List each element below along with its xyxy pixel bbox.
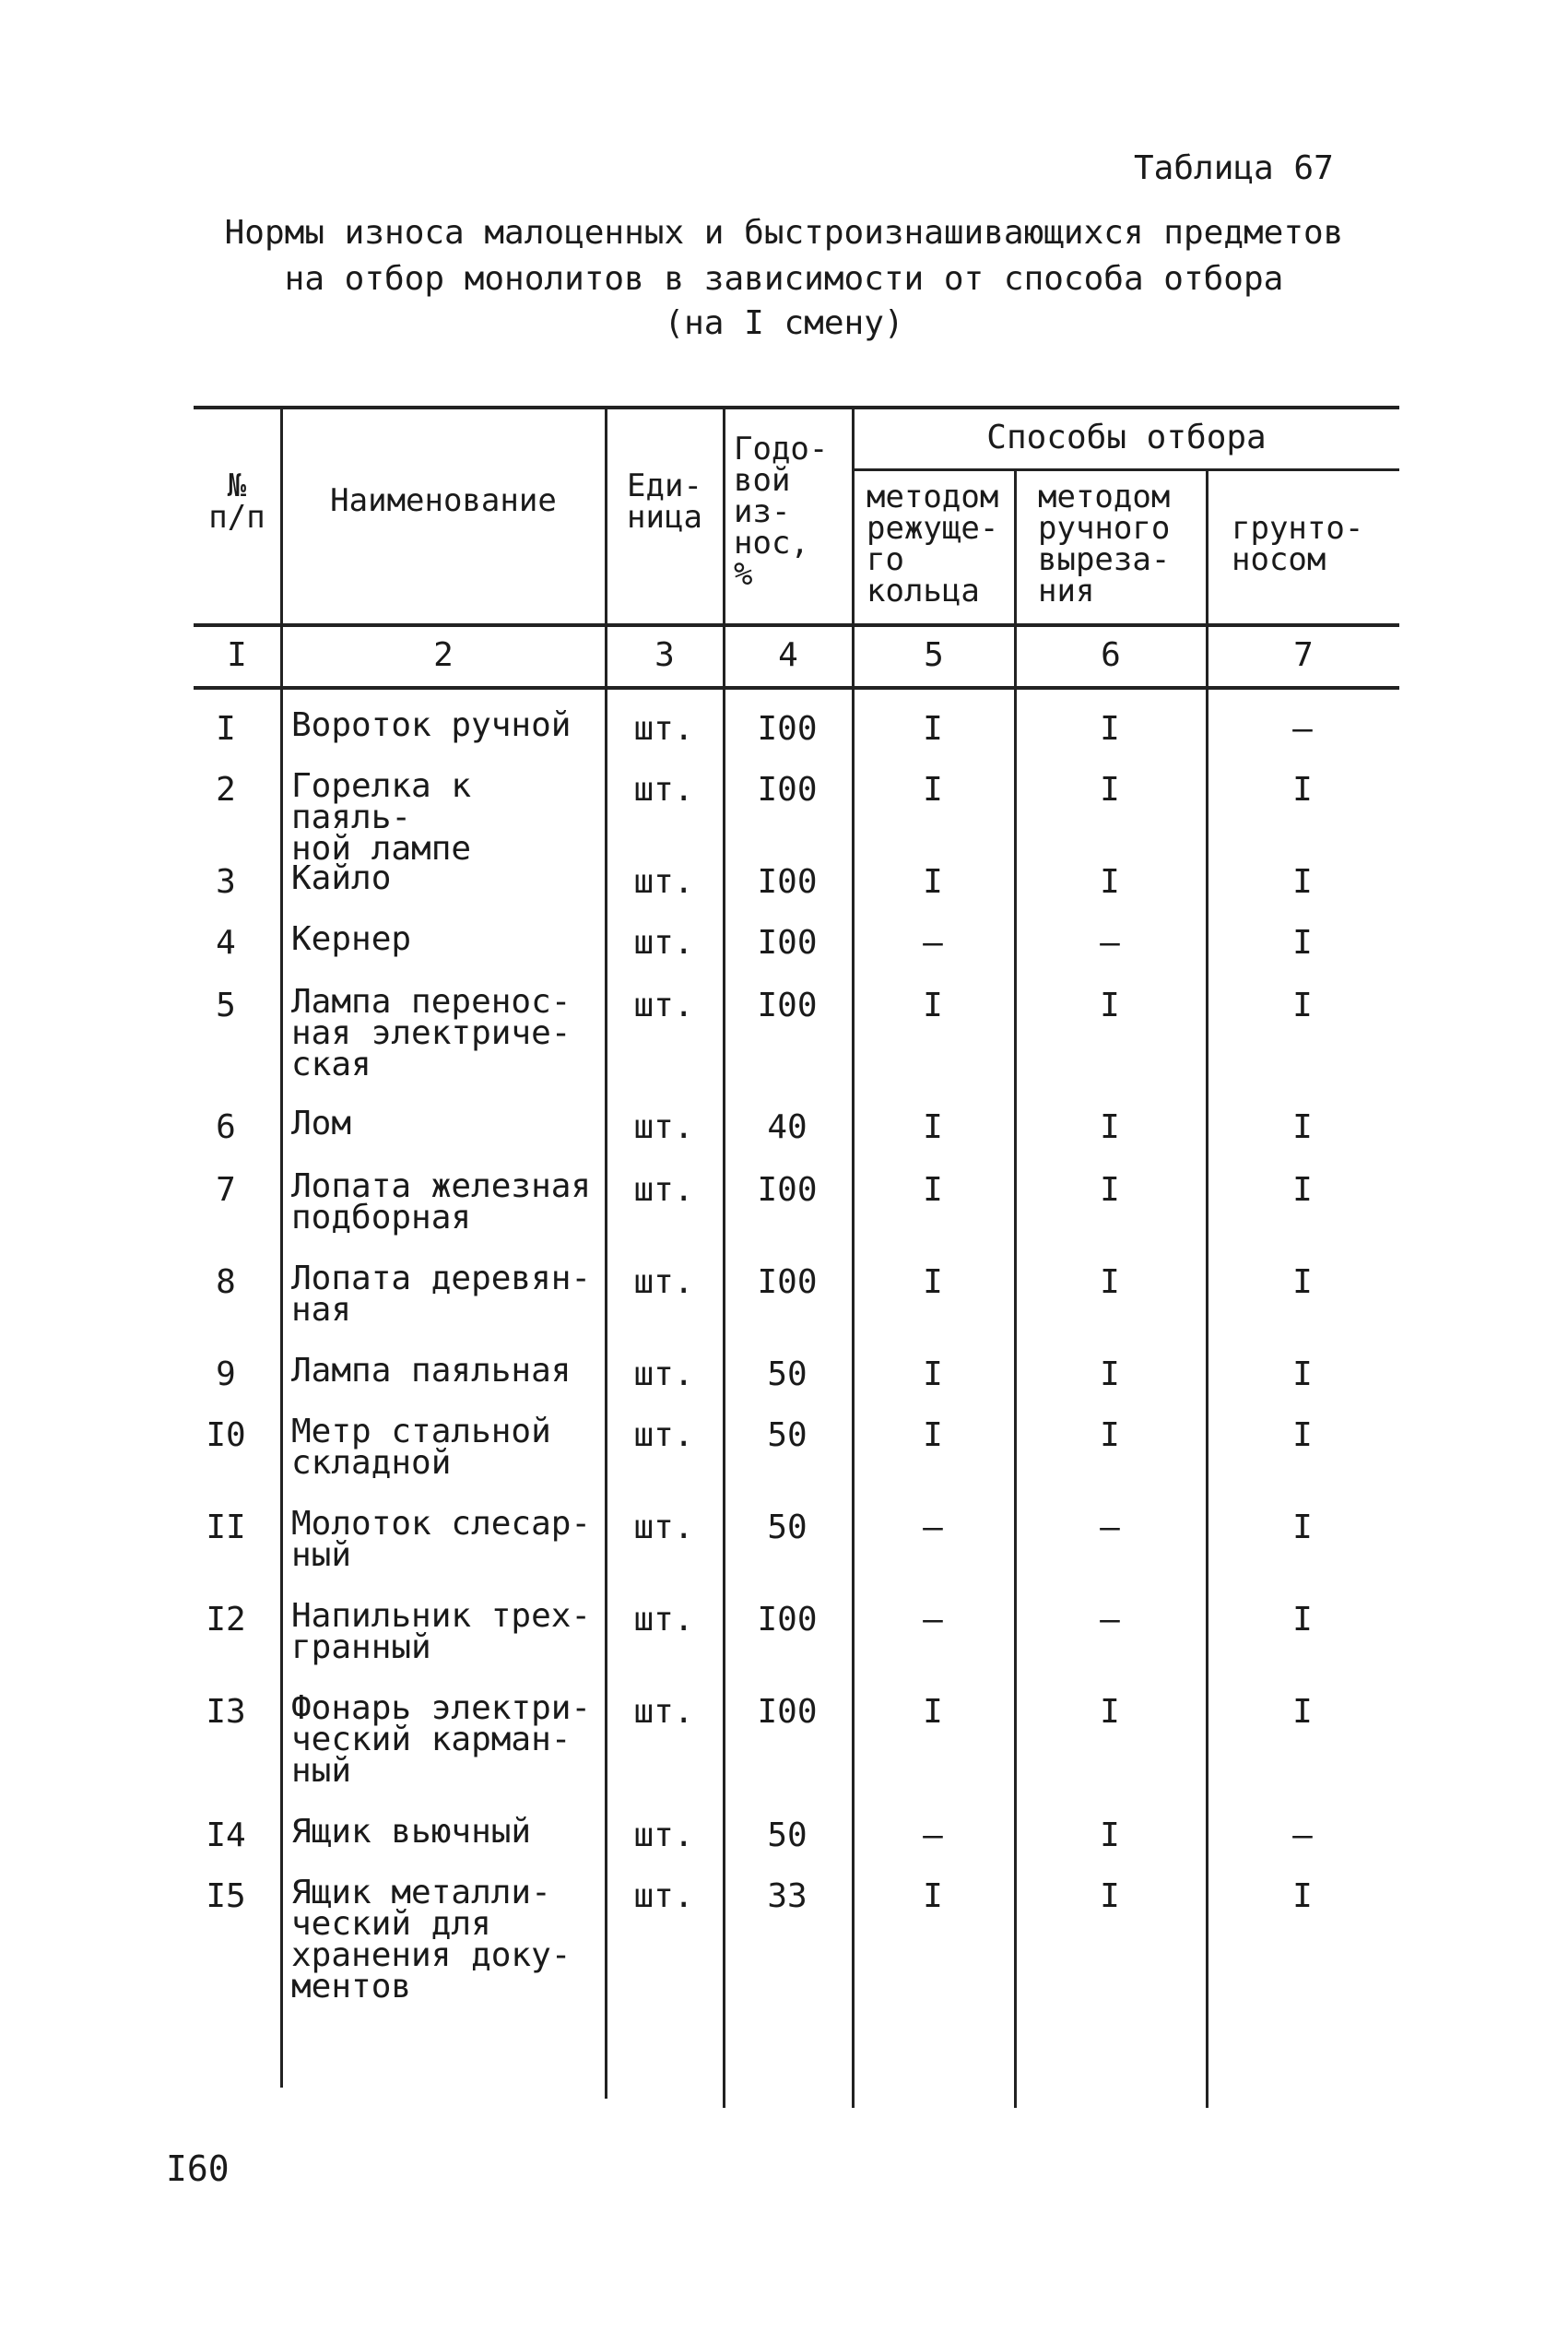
item-unit: шт. <box>633 1509 694 1546</box>
item-method-manual-cut: I <box>1100 987 1120 1024</box>
item-name: Кернер <box>291 920 412 958</box>
header-method-cutting-ring: методом режуще- го кольца <box>867 479 999 609</box>
row-number: I <box>216 710 236 748</box>
table-title-line-1: Нормы износа малоценных и быстроизнашивающихся предметов <box>224 214 1344 252</box>
item-unit: шт. <box>633 1355 694 1393</box>
column-number-1: I <box>227 636 247 674</box>
column-number-6: 6 <box>1101 636 1121 674</box>
item-annual-wear: I00 <box>757 987 818 1024</box>
item-method-soil-sampler: I <box>1292 1416 1313 1454</box>
item-method-cutting-ring: I <box>923 1355 943 1393</box>
item-method-cutting-ring: – <box>923 1601 943 1639</box>
table-top-rule <box>194 406 1399 409</box>
item-method-soil-sampler: I <box>1292 1601 1313 1639</box>
header-methods-group: Способы отбора <box>986 419 1267 456</box>
item-method-soil-sampler: – <box>1292 710 1313 748</box>
header-name: Наименование <box>330 482 557 519</box>
item-method-soil-sampler: I <box>1292 987 1313 1024</box>
header-annual-wear: Годо- вой из- нос, % <box>734 431 829 593</box>
item-method-soil-sampler: I <box>1292 863 1313 901</box>
table-title-line-2: на отбор монолитов в зависимости от способа отбора <box>284 260 1284 298</box>
item-method-manual-cut: I <box>1100 1108 1120 1146</box>
row-number: I0 <box>206 1416 246 1454</box>
item-name: Фонарь электри- ческий карман- ный <box>291 1689 592 1790</box>
header-method-soil-sampler: грунто- носом <box>1232 510 1364 578</box>
item-method-cutting-ring: – <box>923 1816 943 1854</box>
item-name: Лопата деревян- ная <box>291 1260 592 1329</box>
item-unit: шт. <box>633 1601 694 1639</box>
column-number-7: 7 <box>1293 636 1314 674</box>
item-method-soil-sampler: I <box>1292 1108 1313 1146</box>
item-annual-wear: 50 <box>767 1509 808 1546</box>
item-annual-wear: 50 <box>767 1816 808 1854</box>
item-method-cutting-ring: I <box>923 987 943 1024</box>
item-name: Метр стальной складной <box>291 1413 551 1482</box>
item-name: Лопата железная подборная <box>291 1167 592 1236</box>
item-name: Кайло <box>291 859 392 897</box>
item-method-cutting-ring: – <box>923 924 943 962</box>
table-label: Таблица 67 <box>1134 149 1334 187</box>
item-method-manual-cut: I <box>1100 1416 1120 1454</box>
item-method-manual-cut: I <box>1100 1816 1120 1854</box>
item-annual-wear: I00 <box>757 1171 818 1209</box>
item-method-manual-cut: I <box>1100 1263 1120 1301</box>
item-name: Вороток ручной <box>291 706 572 744</box>
item-method-cutting-ring: I <box>923 771 943 809</box>
item-method-soil-sampler: – <box>1292 1816 1313 1854</box>
item-name: Молоток слесар- ный <box>291 1505 592 1574</box>
row-number: II <box>206 1509 246 1546</box>
page-number: I60 <box>166 2148 230 2189</box>
item-unit: шт. <box>633 1171 694 1209</box>
item-method-manual-cut: – <box>1100 1509 1120 1546</box>
item-method-soil-sampler: I <box>1292 1509 1313 1546</box>
item-unit: шт. <box>633 1416 694 1454</box>
item-method-manual-cut: I <box>1100 1693 1120 1731</box>
item-unit: шт. <box>633 771 694 809</box>
item-method-manual-cut: I <box>1100 710 1120 748</box>
column-number-4: 4 <box>778 636 798 674</box>
item-unit: шт. <box>633 1108 694 1146</box>
methods-group-rule <box>852 468 1399 471</box>
row-number: I4 <box>206 1816 246 1854</box>
item-method-manual-cut: I <box>1100 1171 1120 1209</box>
item-annual-wear: I00 <box>757 924 818 962</box>
item-unit: шт. <box>633 710 694 748</box>
item-annual-wear: I00 <box>757 1601 818 1639</box>
item-name: Ящик вьючный <box>291 1813 532 1851</box>
item-unit: шт. <box>633 987 694 1024</box>
item-method-cutting-ring: I <box>923 863 943 901</box>
item-annual-wear: I00 <box>757 1263 818 1301</box>
item-annual-wear: 50 <box>767 1416 808 1454</box>
header-unit: Еди- ница <box>627 467 702 536</box>
item-unit: шт. <box>633 1693 694 1731</box>
header-method-manual-cut: методом ручного выреза- ния <box>1038 479 1171 609</box>
item-method-manual-cut: I <box>1100 771 1120 809</box>
item-method-manual-cut: – <box>1100 1601 1120 1639</box>
item-method-soil-sampler: I <box>1292 924 1313 962</box>
item-method-soil-sampler: I <box>1292 1263 1313 1301</box>
row-number: I3 <box>206 1693 246 1731</box>
item-annual-wear: I00 <box>757 771 818 809</box>
item-name: Лампа паяльная <box>291 1352 572 1390</box>
row-number: 5 <box>216 987 236 1024</box>
row-number: 7 <box>216 1171 236 1209</box>
item-annual-wear: 33 <box>767 1877 808 1915</box>
item-method-cutting-ring: I <box>923 1108 943 1146</box>
header-bottom-rule <box>194 623 1399 627</box>
item-annual-wear: I00 <box>757 863 818 901</box>
item-unit: шт. <box>633 1263 694 1301</box>
item-name: Горелка к паяль- ной лампе <box>291 767 472 868</box>
item-method-soil-sampler: I <box>1292 1171 1313 1209</box>
item-unit: шт. <box>633 1816 694 1854</box>
table-title-line-3: (на I смену) <box>664 304 904 342</box>
header-num: № п/п <box>208 467 265 536</box>
item-method-manual-cut: – <box>1100 924 1120 962</box>
item-name: Напильник трех- гранный <box>291 1597 592 1666</box>
item-annual-wear: I00 <box>757 1693 818 1731</box>
row-number: 9 <box>216 1355 236 1393</box>
item-unit: шт. <box>633 924 694 962</box>
row-number: I2 <box>206 1601 246 1639</box>
item-annual-wear: 50 <box>767 1355 808 1393</box>
item-method-cutting-ring: I <box>923 1416 943 1454</box>
item-method-manual-cut: I <box>1100 1355 1120 1393</box>
column-number-2: 2 <box>433 636 454 674</box>
row-number: 3 <box>216 863 236 901</box>
item-name: Лом <box>291 1105 352 1142</box>
column-number-5: 5 <box>924 636 944 674</box>
item-method-cutting-ring: – <box>923 1509 943 1546</box>
row-number: 4 <box>216 924 236 962</box>
column-numbers-rule <box>194 686 1399 690</box>
row-number: 8 <box>216 1263 236 1301</box>
row-number: I5 <box>206 1877 246 1915</box>
item-unit: шт. <box>633 863 694 901</box>
item-annual-wear: I00 <box>757 710 818 748</box>
row-number: 6 <box>216 1108 236 1146</box>
column-number-3: 3 <box>654 636 675 674</box>
item-name: Ящик металли- ческий для хранения доку- ментов <box>291 1874 572 2006</box>
item-annual-wear: 40 <box>767 1108 808 1146</box>
item-name: Лампа перенос- ная электриче- ская <box>291 983 572 1083</box>
item-method-cutting-ring: I <box>923 1693 943 1731</box>
item-method-soil-sampler: I <box>1292 1355 1313 1393</box>
item-method-cutting-ring: I <box>923 1877 943 1915</box>
row-number: 2 <box>216 771 236 809</box>
item-method-cutting-ring: I <box>923 1171 943 1209</box>
item-method-cutting-ring: I <box>923 710 943 748</box>
item-method-manual-cut: I <box>1100 863 1120 901</box>
item-method-soil-sampler: I <box>1292 1693 1313 1731</box>
item-method-cutting-ring: I <box>923 1263 943 1301</box>
item-method-soil-sampler: I <box>1292 771 1313 809</box>
item-method-soil-sampler: I <box>1292 1877 1313 1915</box>
item-method-manual-cut: I <box>1100 1877 1120 1915</box>
item-unit: шт. <box>633 1877 694 1915</box>
